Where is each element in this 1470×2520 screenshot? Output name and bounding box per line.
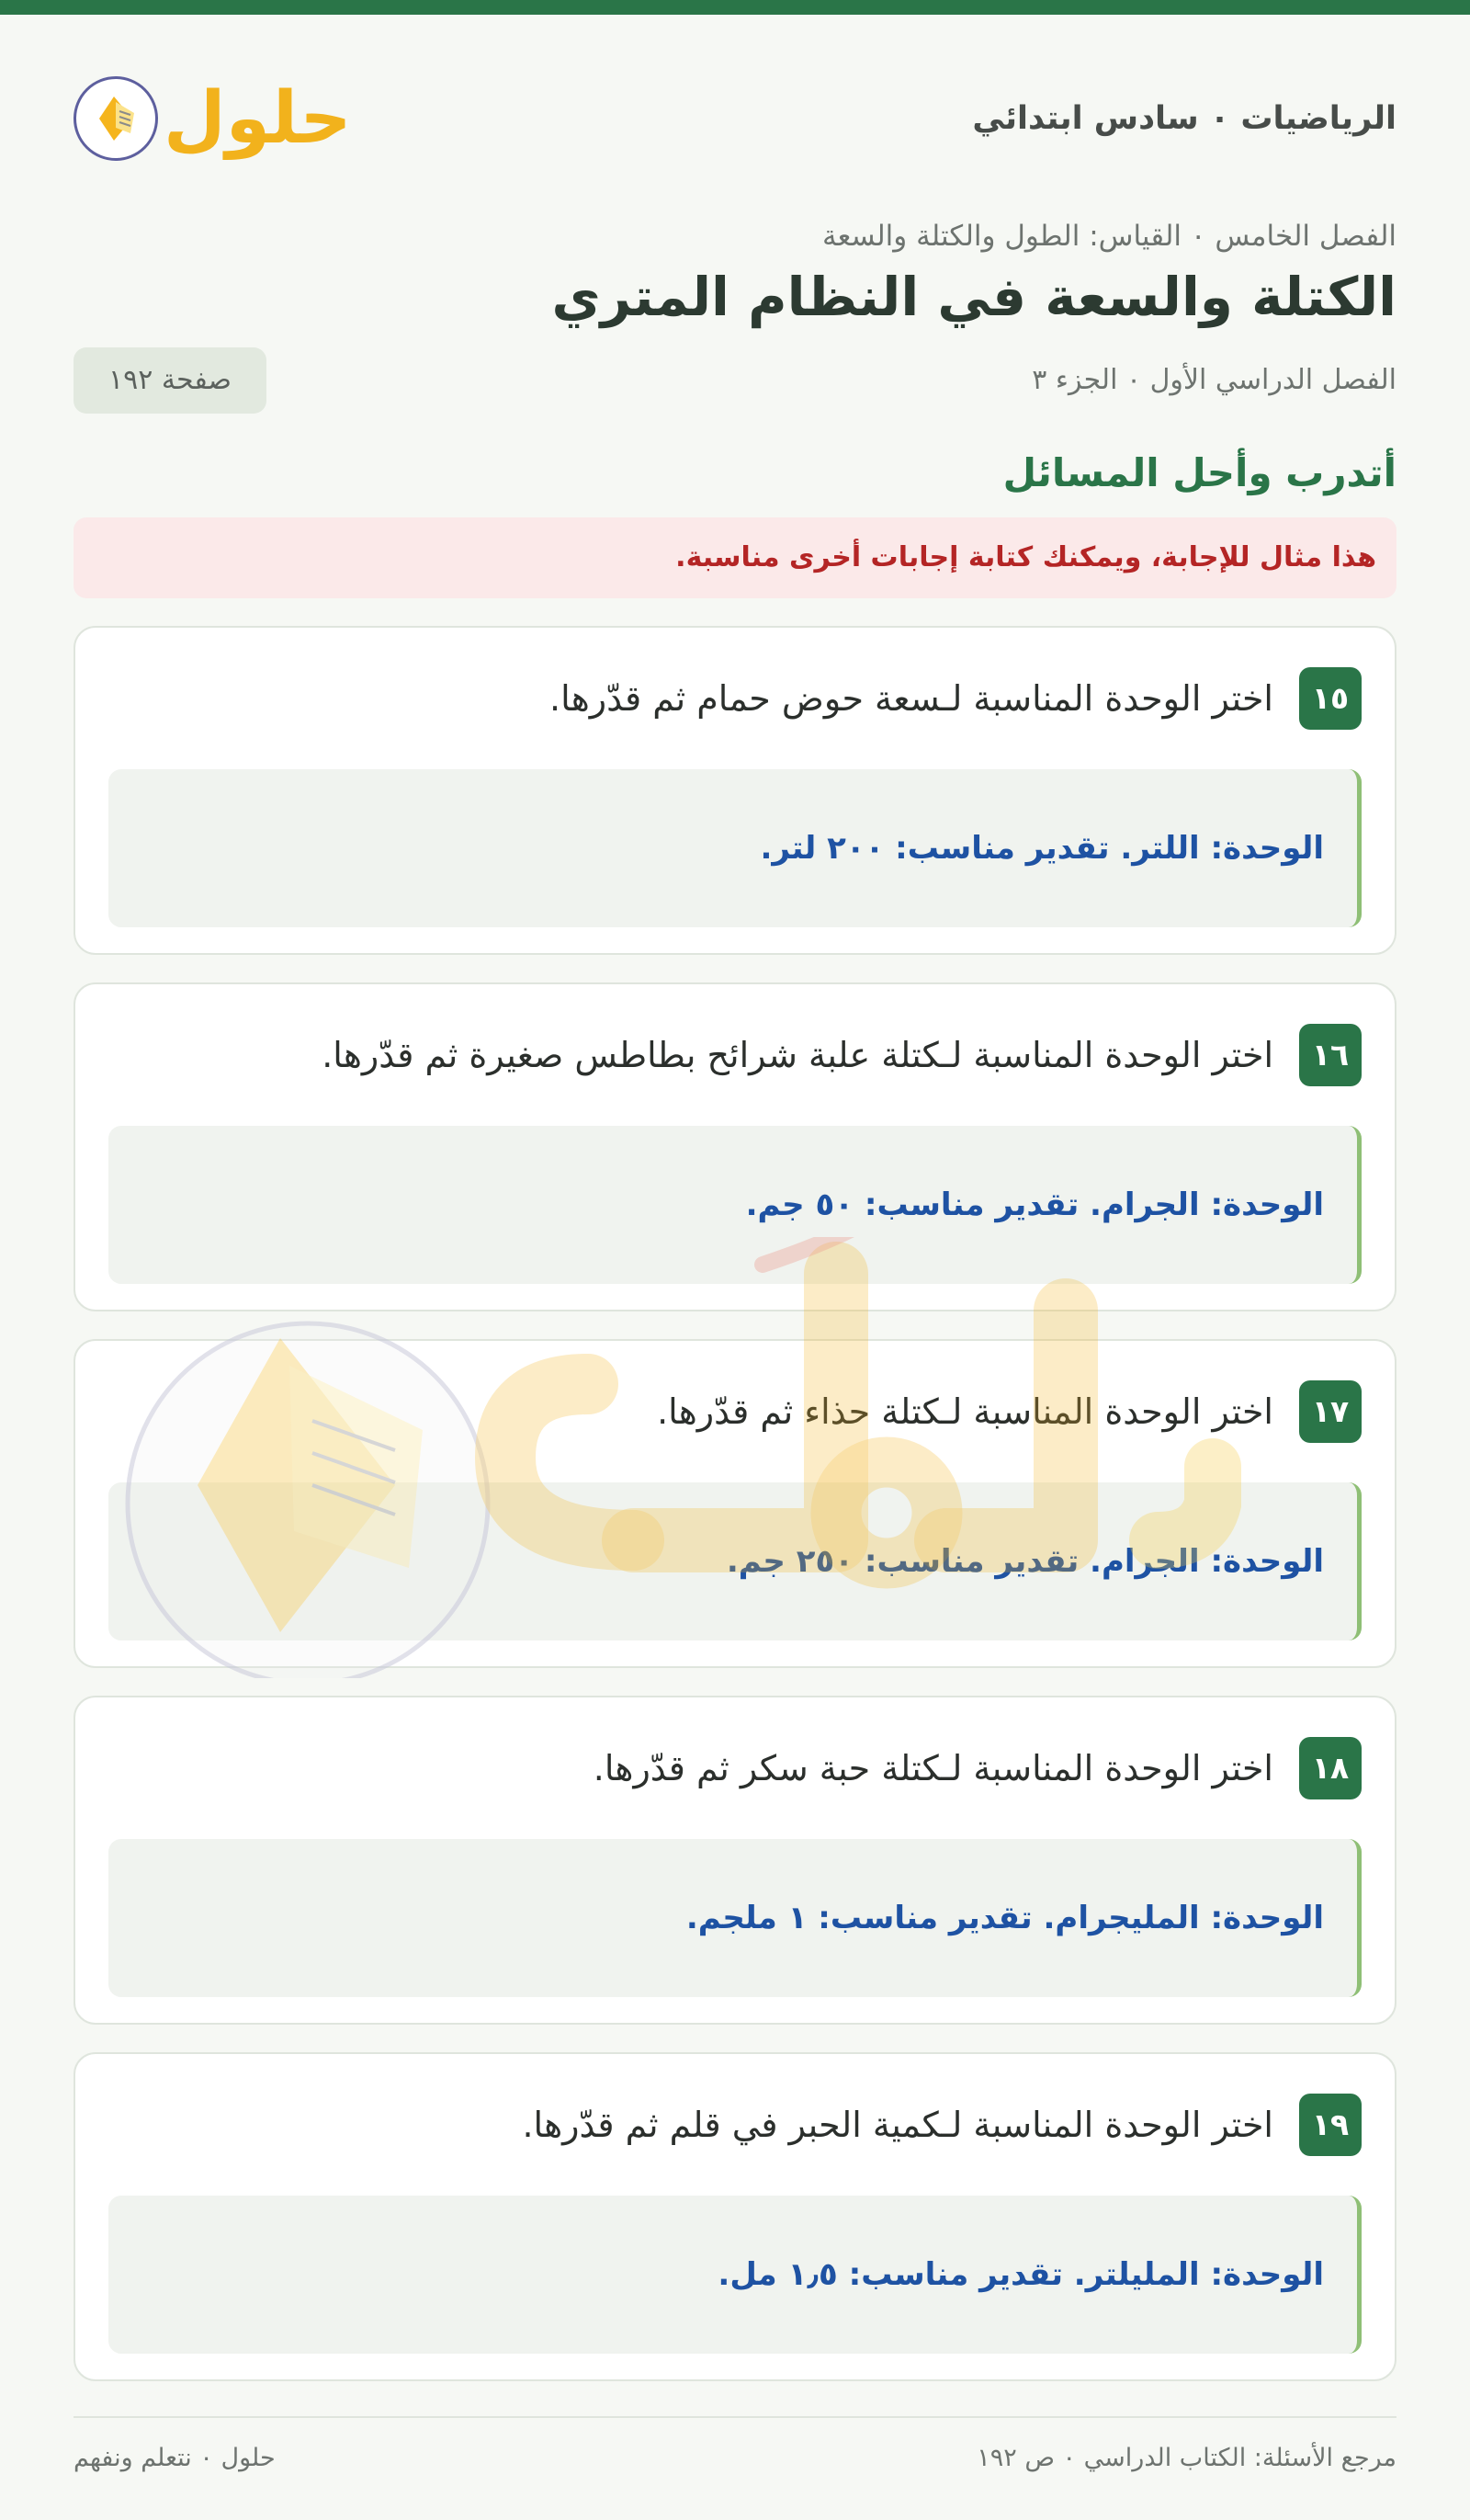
answer-box — [108, 2196, 1362, 2354]
question-number: ١٩ — [1299, 2094, 1362, 2156]
answer-disclaimer: هذا مثال للإجابة، ويمكنك كتابة إجابات أخرى مناسبة. — [74, 517, 1396, 598]
footer-reference: مرجع الأسئلة: الكتاب الدراسي ٠ ص ١٩٢ — [977, 2444, 1396, 2472]
answer-text: الوحدة: المليلتر. تقدير مناسب: ١٫٥ مل. — [718, 2255, 1324, 2293]
question-text: اختر الوحدة المناسبة لـكتلة علبة شرائح بطاطس صغيرة ثم قدّرها. — [322, 1034, 1273, 1075]
question-number: ١٨ — [1299, 1737, 1362, 1799]
top-accent-bar — [0, 0, 1470, 15]
question-number: ١٦ — [1299, 1024, 1362, 1086]
answer-text: الوحدة: الجرام. تقدير مناسب: ٥٠ جم. — [745, 1186, 1324, 1223]
answer-box — [108, 1839, 1362, 1997]
question-number: ١٧ — [1299, 1380, 1362, 1443]
question-card — [74, 1696, 1396, 2025]
question-card — [74, 982, 1396, 1311]
answer-text: الوحدة: اللتر. تقدير مناسب: ٢٠٠ لتر. — [760, 829, 1324, 867]
answer-box — [108, 1482, 1362, 1640]
chapter-label: الفصل الخامس ٠ القياس: الطول والكتلة والسعة — [821, 220, 1396, 253]
question-text: اختر الوحدة المناسبة لـكتلة حبة سكر ثم قدّرها. — [593, 1747, 1273, 1788]
page-number-badge: صفحة ١٩٢ — [74, 347, 266, 414]
answer-box — [108, 769, 1362, 927]
section-title: أتدرب وأحل المسائل — [1002, 449, 1396, 495]
question-card — [74, 2052, 1396, 2381]
question-number: ١٥ — [1299, 667, 1362, 730]
question-card — [74, 1339, 1396, 1668]
semester-label: الفصل الدراسي الأول ٠ الجزء ٣ — [1032, 364, 1396, 396]
footer-brand: حلول ٠ نتعلم ونفهم — [74, 2444, 276, 2472]
logo-text: حلول — [164, 76, 352, 160]
question-text: اختر الوحدة المناسبة لـكمية الحبر في قلم ثم قدّرها. — [522, 2104, 1273, 2145]
footer — [74, 2416, 1396, 2499]
page-title: الكتلة والسعة في النظام المتري — [551, 266, 1396, 328]
site-logo[interactable] — [74, 76, 352, 161]
question-card — [74, 626, 1396, 955]
subject-label: الرياضيات ٠ سادس ابتدائي — [972, 99, 1396, 137]
page — [0, 15, 1470, 2499]
book-icon — [74, 76, 158, 161]
header — [74, 15, 1396, 221]
question-text: اختر الوحدة المناسبة لـكتلة حذاء ثم قدّرها. — [657, 1391, 1273, 1432]
answer-box — [108, 1126, 1362, 1284]
answer-text: الوحدة: الجرام. تقدير مناسب: ٢٥٠ جم. — [726, 1542, 1324, 1580]
answer-text: الوحدة: المليجرام. تقدير مناسب: ١ ملجم. — [685, 1899, 1324, 1936]
question-text: اختر الوحدة المناسبة لـسعة حوض حمام ثم قدّرها. — [549, 677, 1273, 719]
lesson-meta — [74, 347, 1396, 414]
